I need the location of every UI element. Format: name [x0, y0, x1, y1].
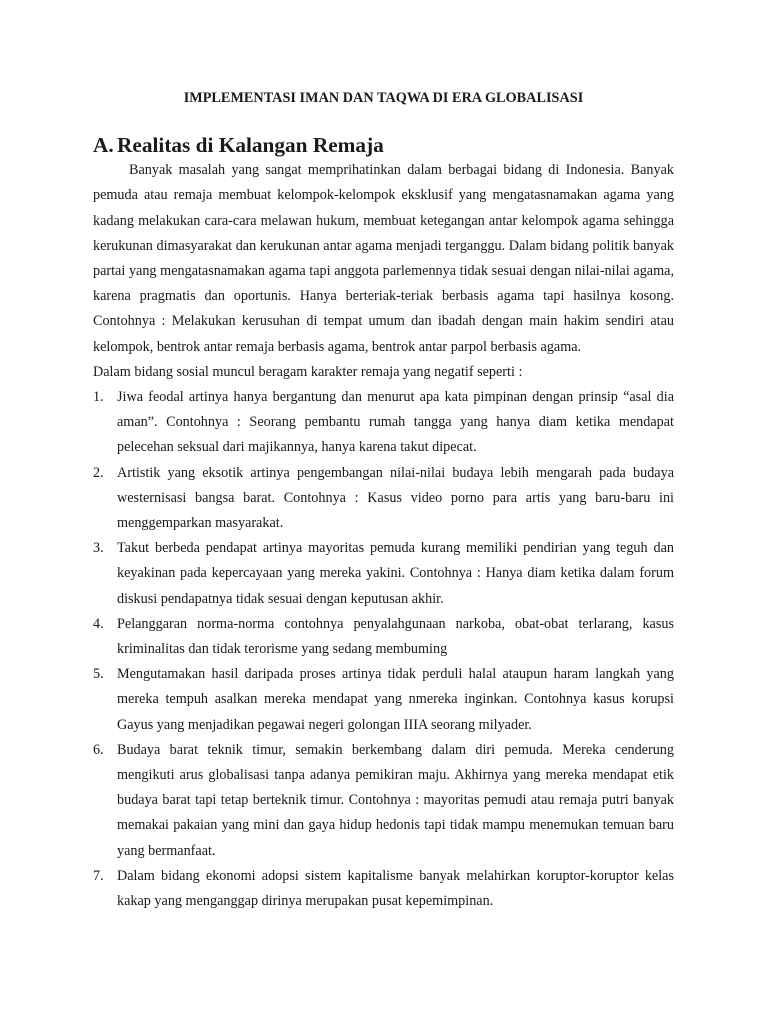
- list-item: [93, 738, 674, 864]
- list-item-number: 2.: [93, 464, 104, 481]
- section-heading: [93, 133, 674, 158]
- list-item-number: 5.: [93, 666, 104, 683]
- list-item: [93, 612, 674, 662]
- list-item-text: Jiwa feodal artinya hanya bergantung dan menurut apa kata pimpinan dengan prinsip “asal dia aman”. Contohnya : Seorang pembantu rumah tangga yang hanya diam ketika mendapat pelecehan seksual dari majikannya, hanya karena takut dipecat.: [117, 389, 674, 456]
- list-item-number: 1.: [93, 389, 104, 406]
- section-marker: A.: [93, 133, 114, 157]
- list-item-number: 7.: [93, 867, 104, 884]
- characteristics-list: [93, 385, 674, 914]
- list-item: [93, 385, 674, 461]
- document-title: IMPLEMENTASI IMAN DAN TAQWA DI ERA GLOBALISASI: [183, 90, 584, 106]
- list-item-text: Pelanggaran norma-norma contohnya penyalahgunaan narkoba, obat-obat terlarang, kasus kriminalitas dan tidak terorisme yang sedang membuming: [117, 615, 674, 658]
- list-item: [93, 536, 674, 612]
- list-intro: Dalam bidang sosial muncul beragam karakter remaja yang negatif seperti :: [93, 363, 523, 380]
- list-item-number: 4.: [93, 615, 104, 632]
- list-item: [93, 461, 674, 537]
- list-item-number: 3.: [93, 540, 104, 557]
- list-item: [93, 662, 674, 738]
- list-item-number: 6.: [93, 741, 104, 758]
- list-item-text: Budaya barat teknik timur, semakin berkembang dalam diri pemuda. Mereka cenderung mengikuti arus globalisasi tanpa adanya pemikiran maju. Akhirnya yang mereka mendapat etik budaya barat tapi tetap berteknik timur. Contohnya : mayoritas pemudi atau remaja putri banyak memakai pakaian yang mini dan gaya hidup hedonis tapi tidak mampu menemukan temuan baru yang bermanfaat.: [117, 741, 674, 859]
- list-item-text: Artistik yang eksotik artinya pengembangan nilai-nilai budaya lebih mengarah pada budaya westernisasi bangsa barat. Contohnya : Kasus video porno para artis yang baru-baru ini menggemparkan masyarakat.: [117, 464, 674, 532]
- intro-paragraph: Banyak masalah yang sangat memprihatinkan dalam berbagai bidang di Indonesia. Banyak pemuda atau remaja membuat kelompok-kelompok eksklusif yang mengatasnamakan agama yang kadang melakukan cara-cara melawan hukum, membuat ketegangan antar kelompok agama sehingga kerukunan dimasyarakat dan kerukunan antar agama menjadi terganggu. Dalam bidang politik banyak partai yang mengatasnamakan agama tapi anggota parlemennya tidak sesuai dengan nilai-nilai agama, karena pragmatis dan oportunis. Hanya berteriak-teriak berbasis agama tapi hasilnya kosong. Contohnya : Melakukan kerusuhan di tempat umum dan ibadah dengan main hakim sendiri atau kelompok, bentrok antar remaja berbasis agama, bentrok antar parpol berbasis agama.: [93, 162, 674, 355]
- list-item: [93, 864, 674, 914]
- list-item-text: Dalam bidang ekonomi adopsi sistem kapitalisme banyak melahirkan koruptor-koruptor kelas kakap yang menganggap dirinya merupakan pusat kepemimpinan.: [117, 867, 674, 910]
- list-item-text: Takut berbeda pendapat artinya mayoritas pemuda kurang memiliki pendirian yang teguh dan keyakinan pada kepercayaan yang mereka yakini. Contohnya : Hanya diam ketika dalam forum diskusi pendapatnya tidak sesuai dengan keputusan akhir.: [117, 540, 674, 607]
- section-heading-text: Realitas di Kalangan Remaja: [117, 133, 384, 157]
- list-item-text: Mengutamakan hasil daripada proses artinya tidak perduli halal ataupun haram langkah yang mereka tempuh asalkan mereka mendapat yang nmereka inginkan. Contohnya kasus korupsi Gayus yang menjadikan pegawai negeri golongan IIIA seorang milyader.: [117, 666, 674, 733]
- document-page: [93, 86, 674, 914]
